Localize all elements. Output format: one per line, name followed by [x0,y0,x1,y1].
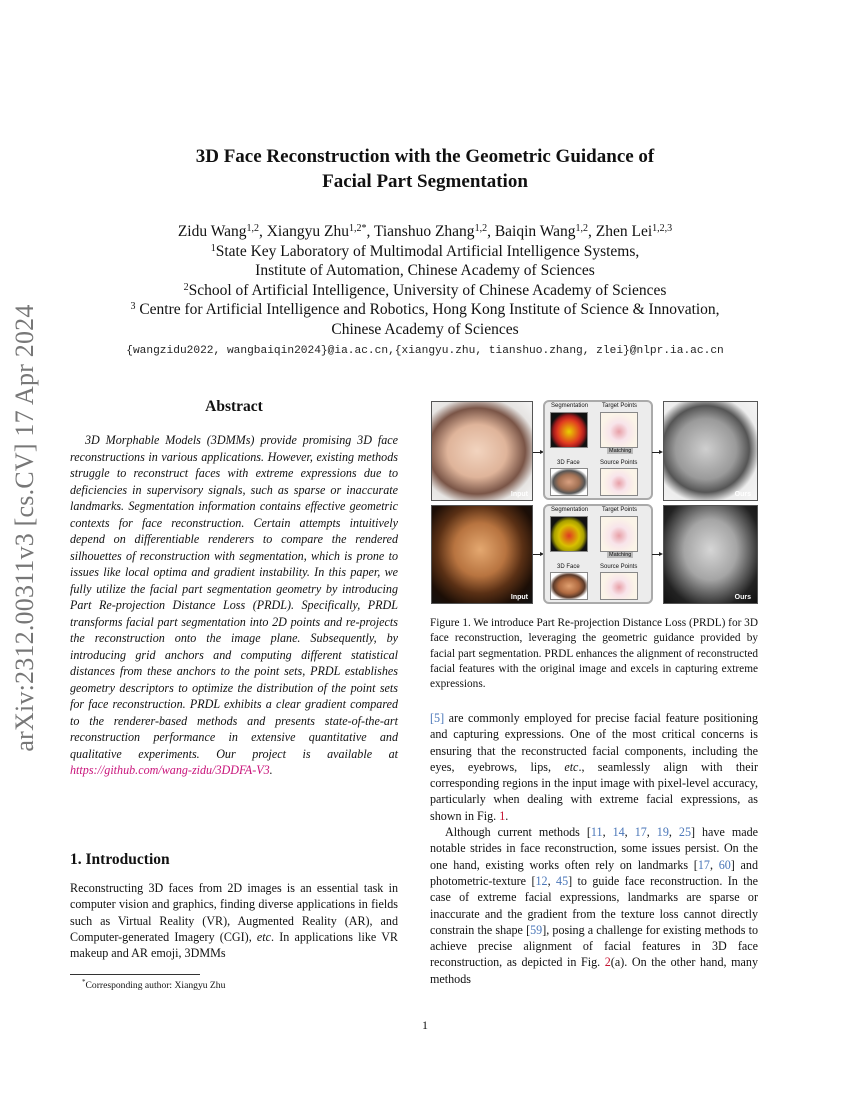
author-list: Zidu Wang$^{1,2}$, Xiangyu Zhu$^{1,2*}$, Tianshuo Zhang$^{1,2}$, Baiqin Wang$^{1,2}$, Zhen Lei$^{1,2,3}$ [177,223,673,240]
segmentation-thumb [550,516,588,552]
citation-link[interactable]: 45 [556,873,569,888]
paper-title: 3D Face Reconstruction with the Geometric Guidance of Facial Part Segmentation [195,146,655,192]
author-emails: {wangzidu2022, wangbaiqin2024}@ia.ac.cn,{xiangyu.zhu, tianshuo.zhang, zlei}@nlpr.ia.ac.cn [126,345,724,357]
introduction-body: Reconstructing 3D faces from 2D images is an essential task in computer vision and graphics, finding diverse applications in fields such as Virtual Reality (VR), Augmented Reality (AR), and Computer-generated Imagery (CGI), etc. In applications like VR makeup and AR emoji, 3DMMs [70,881,398,961]
author-name: Zidu Wang [177,223,247,240]
affiliation-1-cont: Institute of Automation, Chinese Academy of Sciences [255,262,595,280]
face-render-thumb [550,468,588,496]
introduction-continued [430,710,758,987]
figure-link[interactable]: 2 [604,955,611,970]
input-label: Input [510,594,528,601]
reconstruction-top [663,401,758,501]
source-points-thumb [600,468,638,496]
affiliation-3: $^3$ Centre for Artificial Intelligence and Robotics, Hong Kong Institute of Science & Innovation, [130,301,720,319]
affiliation-2: $^2$School of Artificial Intelligence, University of Chinese Academy of Sciences [183,281,667,299]
paragraph: Although current methods [11, 14, 17, 19, 25] have made notable strides in face reconstruction, some issues persist. On the one hand, existing works often rely on landmarks [17, 60] and photometric-texture [12, 45] to guide face reconstruction. In the case of extreme facial expressions, landmarks are sparse or inaccurate and the gradient from the texture loss cannot directly constrain the shape [59], posing a challenge for existing methods to achieve precise alignment of facial features in 3D face reconstruction, as depicted in Fig. 2(a). On the other hand, many methods [430,825,759,986]
ours-label: Ours [734,491,751,498]
ours-label: Ours [734,594,751,601]
input-photo-top [431,401,533,501]
citation-link[interactable]: 11 [590,825,603,840]
arrow-icon [533,452,541,453]
segmentation-thumb [550,412,588,448]
introduction-heading: 1. Introduction [70,851,170,868]
author-name: Tianshuo Zhang [373,223,475,240]
paragraph: [5] are commonly employed for precise facial feature positioning and capturing expressions. One of the most critical concerns is ensuring that the reconstructed facial components, including the eyes, eyebrows, lips, etc., seamlessly align with their corresponding regions in the input image with pixel-level accuracy, particularly when dealing with extreme facial expressions, as shown in Fig. 1. [430,711,758,823]
author-name: Zhen Lei [595,223,653,240]
footnote: *Corresponding author: Xiangyu Zhu [82,978,226,992]
author-affiliation-sup: 1,2 [246,223,259,234]
citation-link[interactable]: 17 [634,825,647,840]
input-photo-bottom [431,505,533,604]
citation-link[interactable]: 17 [697,857,710,872]
affiliation-1: $^1$State Key Laboratory of Multimodal Artificial Intelligence Systems, [210,242,640,260]
citation-link[interactable]: 12 [535,873,548,888]
arrow-icon [652,452,660,453]
pipeline-box-bottom: Segmentation Target Points Matching 3D Face Source Points [543,504,653,604]
author-affiliation-sup: 1,2 [474,223,488,234]
citation-link[interactable]: 60 [718,857,731,872]
author-block [0,222,850,340]
affiliation-3-cont: Chinese Academy of Sciences [331,320,519,338]
input-label: Input [510,491,528,498]
face-render-thumb [550,572,588,600]
author-affiliation-sup: 1,2,3 [652,223,673,234]
citation-link[interactable]: 25 [678,825,691,840]
pipeline-box-top: Segmentation Target Points Matching 3D Face Source Points [543,400,653,500]
citation-link[interactable]: 19 [656,825,669,840]
figure-link[interactable]: 1 [499,808,506,823]
citation-link[interactable]: [5] [430,711,445,725]
author-affiliation-sup: 1,2 [575,223,589,234]
author-name: Baiqin Wang [494,223,576,240]
reconstruction-bottom [663,505,758,604]
arxiv-identifier: arXiv:2312.00311v3 [cs.CV] 17 Apr 2024 [10,304,39,752]
target-points-thumb [600,516,638,552]
project-link[interactable]: https://github.com/wang-zidu/3DDFA-V3 [70,763,270,777]
arrow-icon [652,554,660,555]
page-number: 1 [422,1018,428,1032]
figure-1 [430,400,758,604]
footnote-rule [70,974,200,975]
citation-link[interactable]: 59 [530,922,543,937]
figure-1-caption: Figure 1. We introduce Part Re-projection Distance Loss (PRDL) for 3D face reconstruction, leveraging the geometric guidance provided by facial part segmentation. PRDL enhances the alignment of reconstructed facial features with the original image and excels in capturing extreme expressions. [430,617,758,691]
abstract-heading: Abstract [205,398,263,415]
source-points-thumb [600,572,638,600]
author-affiliation-sup: 1,2* [348,223,367,234]
arrow-icon [533,554,541,555]
target-points-thumb [600,412,638,448]
author-name: Xiangyu Zhu [266,223,349,240]
citation-link[interactable]: 14 [612,825,625,840]
abstract-body: 3D Morphable Models (3DMMs) provide promising 3D face reconstructions in various applications. However, existing methods struggle to reconstruct faces with extreme expressions due to deficiencies in supervisory signals, such as sparse or inaccurate landmarks. Segmentation information contains effective geometric contexts for face reconstruction. Certain attempts intuitively depend on differentiable renderers to compare the rendered silhouettes of reconstruction with segmentation, which is prone to issues like local optima and gradient instability. In this paper, we fully utilize the facial part segmentation geometry by introducing Part Re-projection Distance Loss (PRDL). Specifically, PRDL transforms facial part segmentation into 2D points and re-projects the reconstruction onto the image plane. Subsequently, by introducing grid anchors and computing different statistical distances from these anchors to the point sets, PRDL establishes geometry descriptors to optimize the distribution of the point sets for face reconstruction. PRDL exhibits a clear gradient compared to the renderer-based methods and presents state-of-the-art reconstruction performance in extensive quantitative and qualitative experiments. Our project is available at https://github.com/wang-zidu/3DDFA-V3. [70,433,398,777]
